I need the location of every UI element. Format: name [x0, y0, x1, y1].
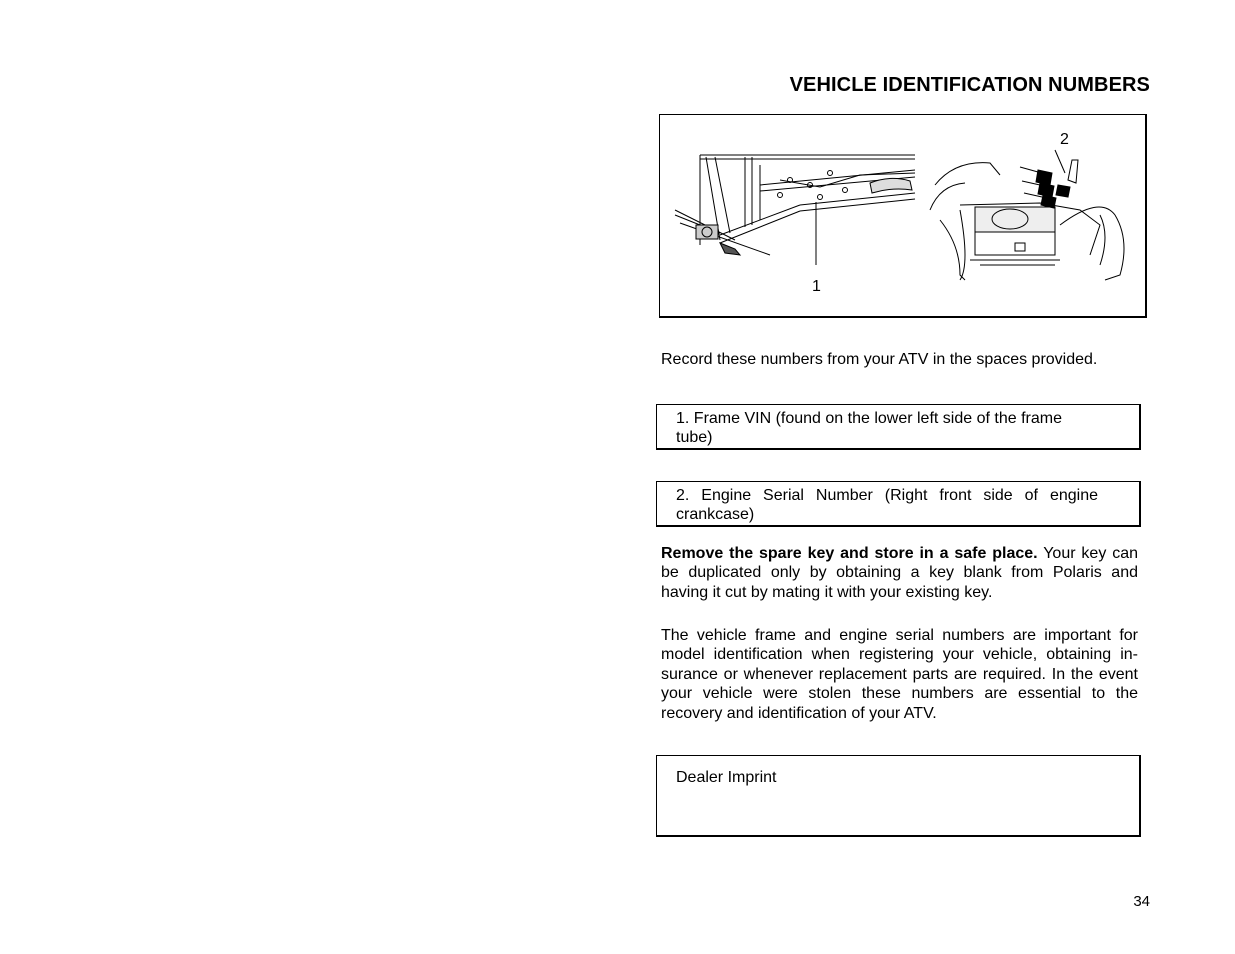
spare-key-note-bold: Remove the spare key and store in a safe place.: [661, 545, 1038, 562]
engine-serial-field[interactable]: 2. Engine Serial Number (Right front side of engine crankcase): [656, 481, 1141, 527]
page-number: 34: [1133, 893, 1150, 910]
page-title: VEHICLE IDENTIFICATION NUMBERS: [789, 74, 1150, 96]
frame-and-engine-drawing: [660, 115, 1145, 316]
engine-drawing: [930, 150, 1124, 280]
callout-engine-serial: 2: [1060, 131, 1069, 148]
spare-key-note: [661, 544, 1138, 602]
vin-location-illustration: [659, 114, 1147, 318]
callout-frame-vin: 1: [812, 278, 821, 295]
frame-vin-field[interactable]: 1. Frame VIN (found on the lower left side of the frame tube): [656, 404, 1141, 450]
spare-key-note-text: Your key can be duplicated only by obtaining a key blank from Polaris and having it cut by mating it with your existing key.: [661, 545, 1138, 601]
intro-text: Record these numbers from your ATV in the spaces provided.: [661, 351, 1098, 368]
frame-tube-drawing: [675, 155, 915, 265]
importance-text: The vehicle frame and engine serial numbers are important for model identification when registering your vehicle, obtaining in-surance or whenever replacement parts are required. In the event your vehicle were stolen these numbers are essential to the recovery and identification of your ATV.: [661, 627, 1138, 722]
dealer-imprint-box: Dealer Imprint: [656, 755, 1141, 837]
